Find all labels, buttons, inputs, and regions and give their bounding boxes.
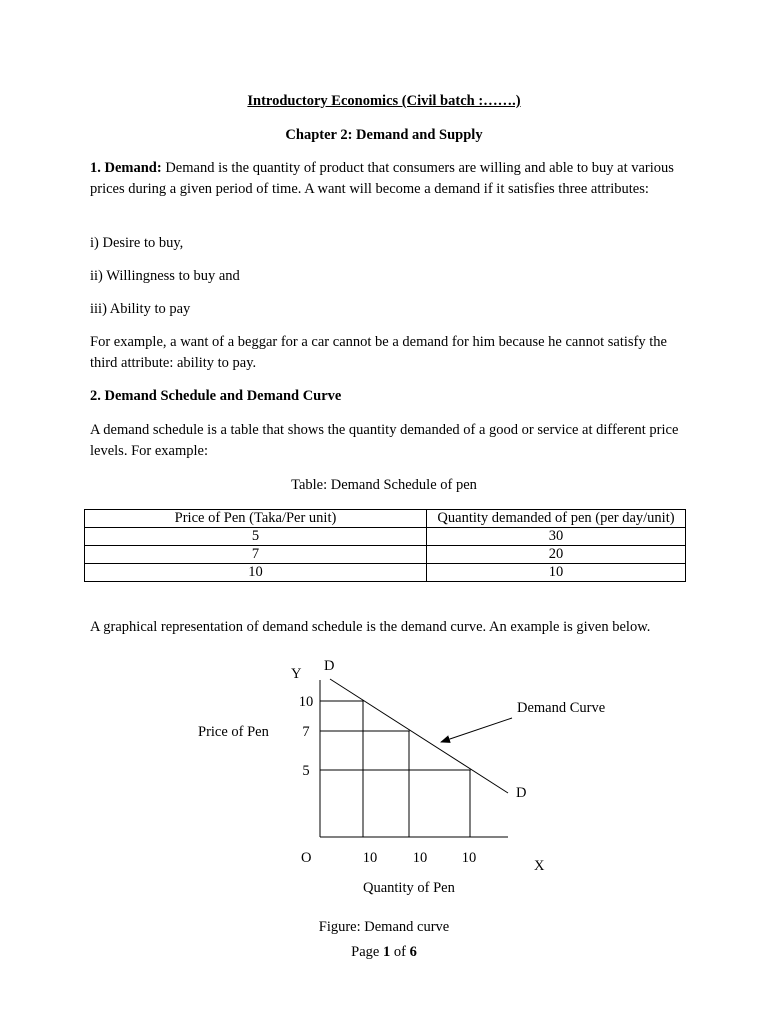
schedule-paragraph: A demand schedule is a table that shows the quantity demanded of a good or service at different price levels. For example: xyxy=(90,422,679,459)
table-header-cell: Quantity demanded of pen (per day/unit) xyxy=(427,510,686,528)
table-cell: 5 xyxy=(85,528,427,546)
data-point xyxy=(362,700,364,702)
table-cell: 20 xyxy=(427,546,686,564)
x-tick-label: 10 xyxy=(362,850,378,866)
table-header-cell: Price of Pen (Taka/Per unit) xyxy=(85,510,427,528)
x-tick-label: 10 xyxy=(412,850,428,866)
attribute-item: i) Desire to buy, xyxy=(90,235,184,251)
attribute-item: iii) Ability to pay xyxy=(90,301,191,317)
document-title: Introductory Economics (Civil batch :…….) xyxy=(247,93,521,109)
page-of: of xyxy=(390,944,410,960)
section2-heading: 2. Demand Schedule and Demand Curve xyxy=(90,388,342,404)
table-caption: Table: Demand Schedule of pen xyxy=(291,477,477,493)
graph-intro-paragraph: A graphical representation of demand schedule is the demand curve. An example is given below. xyxy=(90,619,651,635)
table-cell: 10 xyxy=(85,564,427,582)
chapter-title: Chapter 2: Demand and Supply xyxy=(285,127,483,143)
curve-label-bottom: D xyxy=(516,785,527,801)
x-axis-title: Quantity of Pen xyxy=(363,880,455,896)
y-tick-label: 5 xyxy=(302,763,310,779)
y-axis-letter: Y xyxy=(291,666,302,682)
page-total: 6 xyxy=(409,944,417,960)
y-axis-title: Price of Pen xyxy=(198,724,269,740)
annotation-label: Demand Curve xyxy=(517,700,606,716)
demand-text: Demand is the quantity of product that consumers are willing and able to buy at various prices during a given period of time. A want will become a demand if it satisfies three attributes: xyxy=(90,160,674,197)
page-prefix: Page xyxy=(351,944,383,960)
annotation-arrow xyxy=(441,718,512,742)
origin-label: O xyxy=(301,850,312,866)
curve-label-top: D xyxy=(324,658,335,674)
demand-heading: 1. Demand: xyxy=(90,160,162,176)
y-tick-label: 10 xyxy=(298,694,314,710)
tick-labels xyxy=(299,694,477,866)
figure-caption: Figure: Demand curve xyxy=(318,919,450,935)
y-tick-label: 7 xyxy=(302,724,310,740)
attribute-item: ii) Willingness to buy and xyxy=(90,268,240,284)
page-footer xyxy=(0,944,768,961)
x-tick-label: 10 xyxy=(461,850,477,866)
table-cell: 10 xyxy=(427,564,686,582)
example-paragraph: For example, a want of a beggar for a car cannot be a demand for him because he cannot satisfy the third attribute: ability to pay. xyxy=(90,334,667,371)
demand-curve-line xyxy=(330,679,508,793)
data-point xyxy=(469,769,471,771)
data-point xyxy=(408,730,410,732)
x-axis-letter: X xyxy=(534,858,545,874)
table-cell: 7 xyxy=(85,546,427,564)
page-number: 1 xyxy=(382,944,391,960)
table-cell: 30 xyxy=(427,528,686,546)
